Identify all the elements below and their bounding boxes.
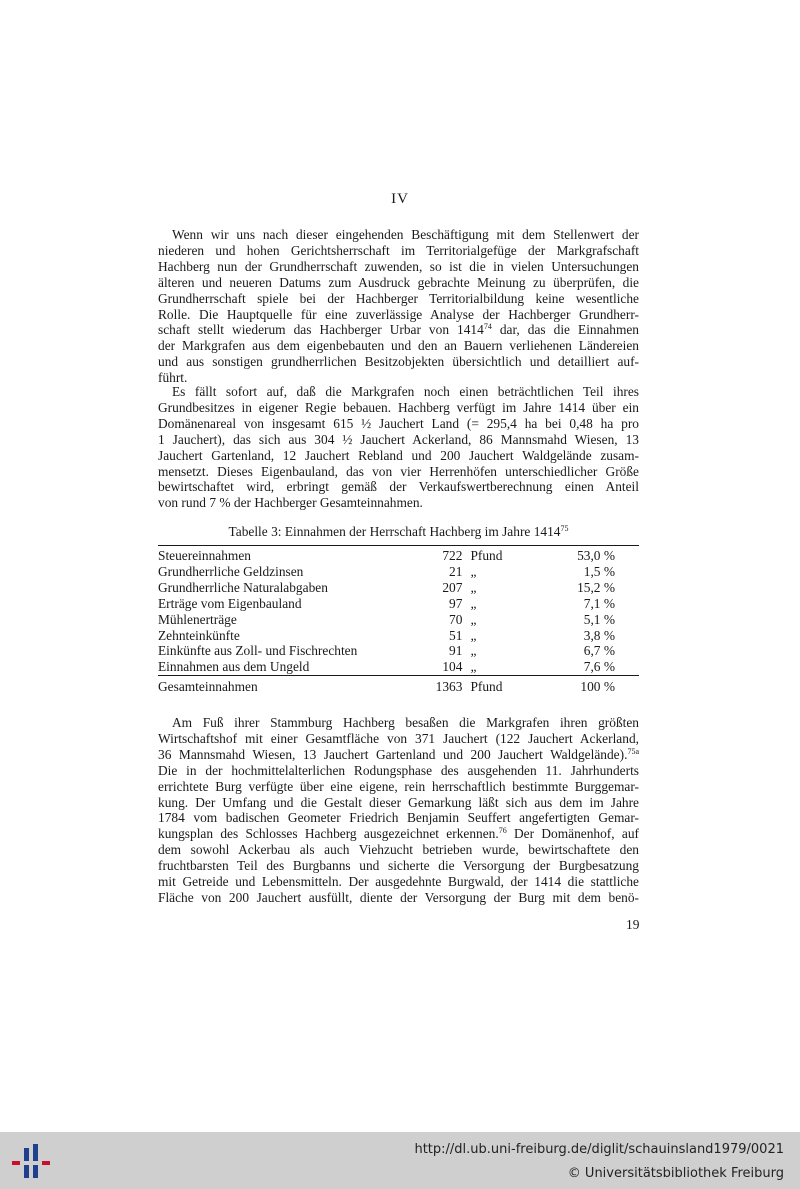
revenue-unit: „: [470, 627, 477, 643]
text-line: Fläche von 200 Jauchert ausfüllt, diente der Versorgung der Burg mit dem benö-: [158, 889, 639, 905]
revenue-unit: „: [470, 643, 477, 659]
total-label: Gesamteinnahmen: [158, 676, 427, 695]
copyright-text: © Universitätsbibliothek Freiburg: [567, 1166, 784, 1181]
text-line: von rund 7 % der Hachberger Gesamteinnahmen.: [158, 495, 423, 511]
text-line: und aus sonstigen grundherrlichen Besitzobjekten übersichtlich und detailliert auf-: [158, 354, 639, 370]
table-caption: [158, 524, 639, 540]
revenue-category: Mühlenerträge: [158, 611, 237, 627]
text-line: älteren und neueren Datums zum Ausdruck gebrachte Meinung zu überprüfen, die: [158, 274, 639, 290]
text-segment: kungsplan des Schlosses Hachberg ausgezeichnet erkennen.: [158, 826, 499, 842]
text-line: niederen und hohen Gerichtsherrschaft im Territorialgefüge der Markgrafschaft: [158, 242, 639, 258]
text-line: führt.: [158, 370, 188, 386]
footnote-ref[interactable]: 75a: [627, 746, 639, 756]
text-segment: Der Domänenhof, auf: [506, 826, 639, 842]
caption-text: Tabelle 3: Einnahmen der Herrschaft Hachberg im Jahre 1414: [228, 524, 561, 539]
text-line: [158, 322, 639, 338]
text-line: errichtete Burg verfügte über eine eigene, rein herrschaftlich bestimmte Burggemar-: [158, 778, 639, 794]
text-line: Grundbesitzes in eigener Regie bebauen. Hachberg verfügt im Jahre 1414 über ein: [158, 399, 639, 415]
text-line: Grundherrschaft spiele bei der Hachberger Territorialbildung keine wesentliche: [158, 290, 639, 306]
revenue-category: Erträge vom Eigenbauland: [158, 595, 302, 611]
text-line: mensetzt. Dieses Eigenbauland, das von vier Herrenhöfen unterschiedlicher Größe: [158, 463, 639, 479]
footnote-ref[interactable]: 74: [483, 322, 492, 332]
table-row: [158, 659, 639, 675]
revenue-unit: „: [470, 579, 477, 595]
revenue-category: Einnahmen aus dem Ungeld: [158, 659, 310, 675]
table-total-row: [158, 676, 639, 695]
revenue-unit: „: [470, 595, 477, 611]
revenue-amount: 97: [449, 595, 463, 611]
document-url-link[interactable]: http://dl.ub.uni-freiburg.de/diglit/schauinsland1979/0021: [414, 1142, 784, 1157]
section-heading: IV: [391, 191, 409, 207]
revenue-unit: „: [470, 611, 477, 627]
text-line: kung. Der Umfang und die Gestalt dieser Gemarkung läßt sich aus dem im Jahre: [158, 794, 639, 810]
text-line: Jauchert Gartenland, 12 Jauchert Rebland und 200 Jauchert Waldgelände zusam-: [158, 447, 639, 463]
text-line: [158, 747, 639, 763]
revenue-category: Steuereinnahmen: [158, 546, 427, 564]
total-amount: 1363: [427, 676, 469, 695]
text-line: bewirtschaftet wird, erbringt gemäß der Verkaufswertberechnung einen Anteil: [158, 479, 639, 495]
text-line: der Markgrafen aus dem eigenbebauten und den an Bauern verliehenen Ländereien: [158, 338, 639, 354]
text-line: Es fällt sofort auf, daß die Markgrafen noch einen beträchtlichen Teil ihres: [172, 384, 639, 399]
revenue-percent: 15,2 %: [577, 579, 615, 595]
revenue-category: Grundherrliche Naturalabgaben: [158, 579, 328, 595]
table-row: [158, 564, 639, 580]
revenue-amount: 70: [449, 611, 463, 627]
revenue-amount: 51: [449, 627, 463, 643]
text-line: 1784 vom badischen Geometer Friedrich Benjamin Seuffert angefertigten Gemar-: [158, 810, 639, 826]
text-line: 1 Jauchert), das sich aus 304 ½ Jauchert Ackerland, 86 Mannsmahd Wiesen, 13: [158, 431, 639, 447]
text-line: dem sowohl Ackerbau als auch Viehzucht betrieben wurde, bewirtschaftete den: [158, 842, 639, 858]
text-segment: schaft stellt wiederum das Hachberger Urbar von 1414: [158, 322, 484, 338]
paragraph-2: [158, 384, 639, 511]
revenue-category: Zehnteinkünfte: [158, 627, 240, 643]
footnote-ref[interactable]: 75: [560, 524, 569, 533]
table-row: [158, 643, 639, 659]
table-body: [158, 546, 639, 696]
text-line: Hachberg nun der Grundherrschaft zuwenden, so ist die in vielen Untersuchungen: [158, 258, 639, 274]
text-line: Wirtschaftshof mit einer Gesamtfläche von 371 Jauchert (122 Jauchert Ackerland,: [158, 730, 639, 746]
text-line: Am Fuß ihrer Stammburg Hachberg besaßen die Markgrafen ihren größten: [172, 715, 639, 730]
footer-bar: [0, 1132, 800, 1189]
revenue-category: Grundherrliche Geldzinsen: [158, 563, 304, 579]
revenue-amount: 91: [449, 643, 463, 659]
text-segment: dar, das die Einnahmen: [491, 322, 639, 338]
revenue-unit: „: [470, 659, 477, 675]
revenue-percent: 3,8 %: [583, 627, 615, 643]
revenue-percent: 6,7 %: [583, 643, 615, 659]
text-line: mit Getreide und Lebensmitteln. Der ausgedehnte Burgwald, der 1414 die stattliche: [158, 874, 639, 890]
paragraph-3: [158, 715, 639, 906]
library-logo-icon: [10, 1142, 52, 1180]
revenue-amount: 104: [442, 659, 463, 675]
text-line: Wenn wir uns nach dieser eingehenden Beschäftigung mit dem Stellenwert der: [172, 227, 639, 242]
text-line: Domänenareal von insgesamt 615 ½ Jauchert Land (= 295,4 ha bei 0,48 ha pro: [158, 415, 639, 431]
revenue-amount: 207: [442, 579, 463, 595]
text-line: Rolle. Die Hauptquelle für eine zuverlässige Analyse der Hachberger Grundherr-: [158, 306, 639, 322]
revenue-unit: „: [470, 563, 477, 579]
text-line: [158, 826, 639, 842]
revenue-percent: 1,5 %: [583, 563, 615, 579]
revenue-amount: 722: [427, 546, 469, 564]
revenue-percent: 5,1 %: [583, 611, 615, 627]
revenue-unit: Pfund: [468, 546, 545, 564]
text-line: fruchtbarsten Teil des Burgbanns und sicherte die Versorgung der Burgbesatzung: [158, 858, 639, 874]
total-unit: Pfund: [468, 676, 545, 695]
revenue-percent: 7,6 %: [583, 659, 615, 675]
text-line: Die in der hochmittelalterlichen Rodungsphase des ausgehenden 11. Jahrhunderts: [158, 762, 639, 778]
text-segment: 36 Mannsmahd Wiesen, 13 Jauchert Gartenland und 200 Jauchert Waldgelände).: [158, 746, 628, 762]
table-row: [158, 628, 639, 644]
table-row: [158, 580, 639, 596]
revenue-category: Einkünfte aus Zoll- und Fischrechten: [158, 643, 358, 659]
revenue-percent: 53,0 %: [546, 546, 639, 564]
paragraph-1: [158, 227, 639, 386]
total-percent: 100 %: [546, 676, 639, 695]
footnote-ref[interactable]: 76: [498, 826, 507, 836]
table-row: [158, 612, 639, 628]
revenue-table: [158, 545, 639, 695]
revenue-percent: 7,1 %: [583, 595, 615, 611]
revenue-amount: 21: [449, 563, 463, 579]
table-row: [158, 596, 639, 612]
page-number: 19: [626, 917, 640, 932]
table-row: [158, 546, 639, 564]
